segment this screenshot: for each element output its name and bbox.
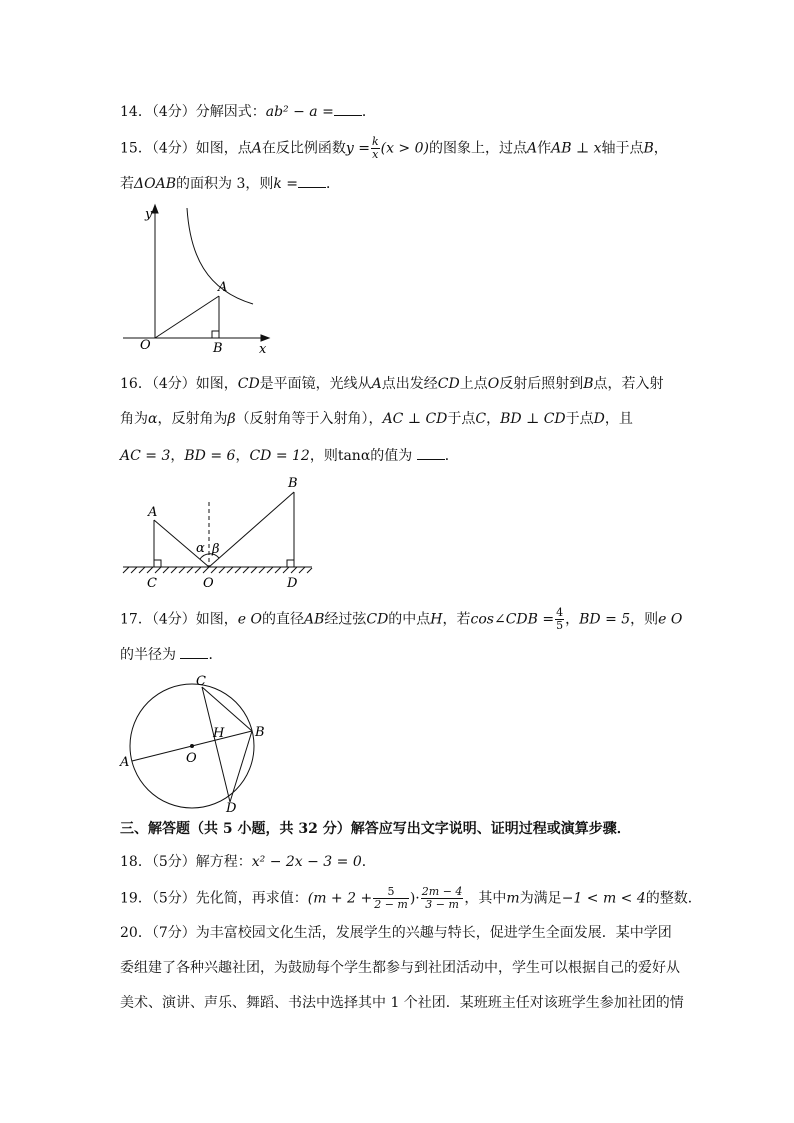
q15-text: 轴于点 [601,140,644,157]
q16-text: 的值为 [370,448,413,464]
q17-circle-o: e O [237,611,262,628]
q14-answer-blank[interactable] [334,103,362,116]
q17-fraction [555,607,564,632]
q19-fraction-1 [373,886,409,911]
label-o: O [186,751,197,766]
q14-prefix: 14．（4分）分解因式： [120,104,266,120]
q16-text: （反射角等于入射角）， [235,411,383,427]
q18-equation: x² − 2x − 3 = 0 [251,854,362,870]
center-o-dot [190,744,194,748]
q15-text: ， [653,140,668,157]
q15-text: 在反比例函数 [261,140,346,157]
q16-text: 16．（4分）如图， [120,376,238,392]
q15-point-b: B [643,140,654,157]
q16-bd-value: BD = 6 [184,448,236,464]
q20-line-2-text: 委组建了各种兴趣社团，为鼓励每个学生都参与到社团活动中，学生可以根据自己的爱好从 [120,960,680,976]
q15-k: k = [273,176,299,192]
q16-text: ， [486,411,501,427]
q16-text: ， [170,448,185,464]
q17-figure [116,670,276,815]
q17-text: 的直径 [261,611,304,628]
label-y: y [145,207,153,222]
question-17-line-1 [120,607,682,632]
q17-text: 的半径为 [120,647,176,663]
q16-text: 点，若入射 [593,376,664,392]
q19-f2-num: 2m − 4 [421,885,463,898]
q20-line-1-text: 20．（7分）为丰富校园文化生活，发展学生的兴趣与特长，促进学生全面发展．某中学团 [120,925,672,941]
q15-function: y = [345,140,370,157]
q16-text: ，反射角为 [157,411,228,427]
q15-text: 的图象上，过点 [428,140,527,157]
q16-cd-value: CD = 12 [249,448,310,464]
q19-rpar: )· [409,890,420,907]
q15-text: 的面积为 3，则 [176,176,274,192]
q16-alpha: α [148,411,158,427]
question-19 [120,886,702,911]
q14-expression: ab² − a = [265,104,334,120]
q16-figure [120,472,320,592]
q16-text: 上点 [459,376,488,392]
q17-h: H [430,611,443,628]
chord-cd [202,687,230,802]
label-o: O [140,338,151,353]
q17-text: ，则 [630,611,659,628]
label-a: A [148,505,158,520]
question-14 [120,102,376,122]
q19-suffix: 的整数． [645,890,702,907]
q17-text: ，若 [442,611,471,628]
q19-text: 为满足 [519,890,562,907]
q15-figure [118,200,283,360]
q16-o: O [487,376,500,392]
q16-bd-perp: BD ⊥ CD [500,411,566,427]
q15-point-a: A [526,140,538,157]
q17-text: 的中点 [388,611,431,628]
question-20-line-1 [120,923,672,943]
x-axis-arrow [261,335,269,341]
label-h: H [213,726,225,741]
q19-prefix: 19．（5分）先化简，再求值： [120,890,308,907]
q17-frac-num: 4 [556,606,564,619]
mirror-hatching [123,567,312,573]
q19-f1-den: 2 − m [374,898,408,911]
q15-text: 作 [537,140,552,157]
q15-frac-den: x [372,148,379,161]
label-alpha: α [196,541,205,556]
label-c: C [196,674,206,689]
q17-ab: AB [303,611,325,628]
q16-text: ，则 [309,448,338,464]
q19-lpar: (m + 2 + [307,890,373,907]
q16-text: 是平面镜，光线从 [259,376,372,392]
q17-text: ． [208,647,223,663]
section-3-heading [120,819,631,839]
label-x: x [259,342,267,357]
q15-text: 15．（4分）如图，点 [120,140,252,157]
q19-f2-den: 3 − m [425,898,459,911]
question-15-line-2 [120,174,340,194]
q16-ac-perp: AC ⊥ CD [382,411,448,427]
q16-answer-blank[interactable] [417,447,445,460]
q16-c: C [475,411,487,427]
q16-text: 于点 [565,411,594,427]
q14-suffix: ． [361,104,376,120]
q17-text: ， [565,611,580,628]
q18-suffix: ． [361,854,376,870]
q17-text: 经过弦 [324,611,367,628]
q17-answer-blank[interactable] [180,646,208,659]
q17-cos: cos∠CDB = [470,611,555,628]
q17-circle-o: e O [658,611,683,628]
q16-tan: tanα [337,448,371,464]
label-d: D [226,801,237,815]
q16-text: 角为 [120,411,148,427]
right-angle-d [287,560,294,567]
q16-cd: CD [237,376,260,392]
q17-bd: BD = 5 [579,611,631,628]
label-b: B [288,476,298,491]
q15-answer-blank[interactable] [298,175,326,188]
label-o: O [203,576,214,591]
label-d: D [287,576,298,591]
q17-cd: CD [366,611,389,628]
q16-text: 于点 [447,411,476,427]
q19-f1-num: 5 [373,886,409,899]
segment-bd [230,731,252,802]
right-angle-c [154,560,161,567]
q15-frac-num: k [371,135,379,148]
question-16-line-3 [120,446,459,466]
label-b: B [255,725,265,740]
q19-fraction-2 [421,886,464,911]
label-b: B [213,341,223,356]
q16-a: A [371,376,382,392]
q17-frac-den: 5 [556,619,564,632]
question-16-line-2 [120,409,633,429]
right-angle-mark [212,331,219,338]
q16-cd: CD [437,376,460,392]
question-18 [120,852,376,872]
q19-m: m [506,890,520,907]
q16-ac-value: AC = 3 [120,448,171,464]
label-c: C [147,576,157,591]
q15-perpendicular: AB ⊥ x [551,140,602,157]
q16-d: D [593,411,605,427]
label-a: A [218,280,228,295]
y-axis-arrow [152,205,158,213]
q16-text: ． [444,448,459,464]
q18-prefix: 18．（5分）解方程： [120,854,252,870]
section-3-text: 三、解答题（共 5 小题，共 32 分）解答应写出文字说明、证明过程或演算步骤． [120,821,631,837]
q16-text: 点出发经 [381,376,438,392]
label-a: A [120,755,130,770]
question-17-line-2 [120,645,222,665]
q15-fraction [371,136,380,161]
q15-point-a: A [251,140,262,157]
q15-domain: (x > 0) [380,140,429,157]
q19-range: −1 < m < 4 [561,890,646,907]
q15-text: 若 [120,176,134,192]
q16-text: 反射后照射到 [499,376,584,392]
q19-text: ，其中 [464,890,507,907]
question-20-line-2 [120,958,680,978]
question-15-line-1 [120,136,668,161]
reflected-ray [209,492,294,567]
q16-beta: β [227,411,236,427]
q15-text: ． [326,176,341,192]
q20-line-3-text: 美术、演讲、声乐、舞蹈、书法中选择其中 1 个社团．某班班主任对该班学生参加社团的情 [120,995,684,1011]
label-beta: β [212,542,220,557]
q15-triangle: ΔOAB [134,176,176,192]
q17-text: 17．（4分）如图， [120,611,238,628]
q16-b: B [583,376,594,392]
question-20-line-3 [120,993,684,1013]
q16-text: ，且 [604,411,633,427]
question-16-line-1 [120,374,664,394]
segment-cb [202,687,252,731]
segment-oa [155,296,219,338]
q16-text: ， [235,448,250,464]
